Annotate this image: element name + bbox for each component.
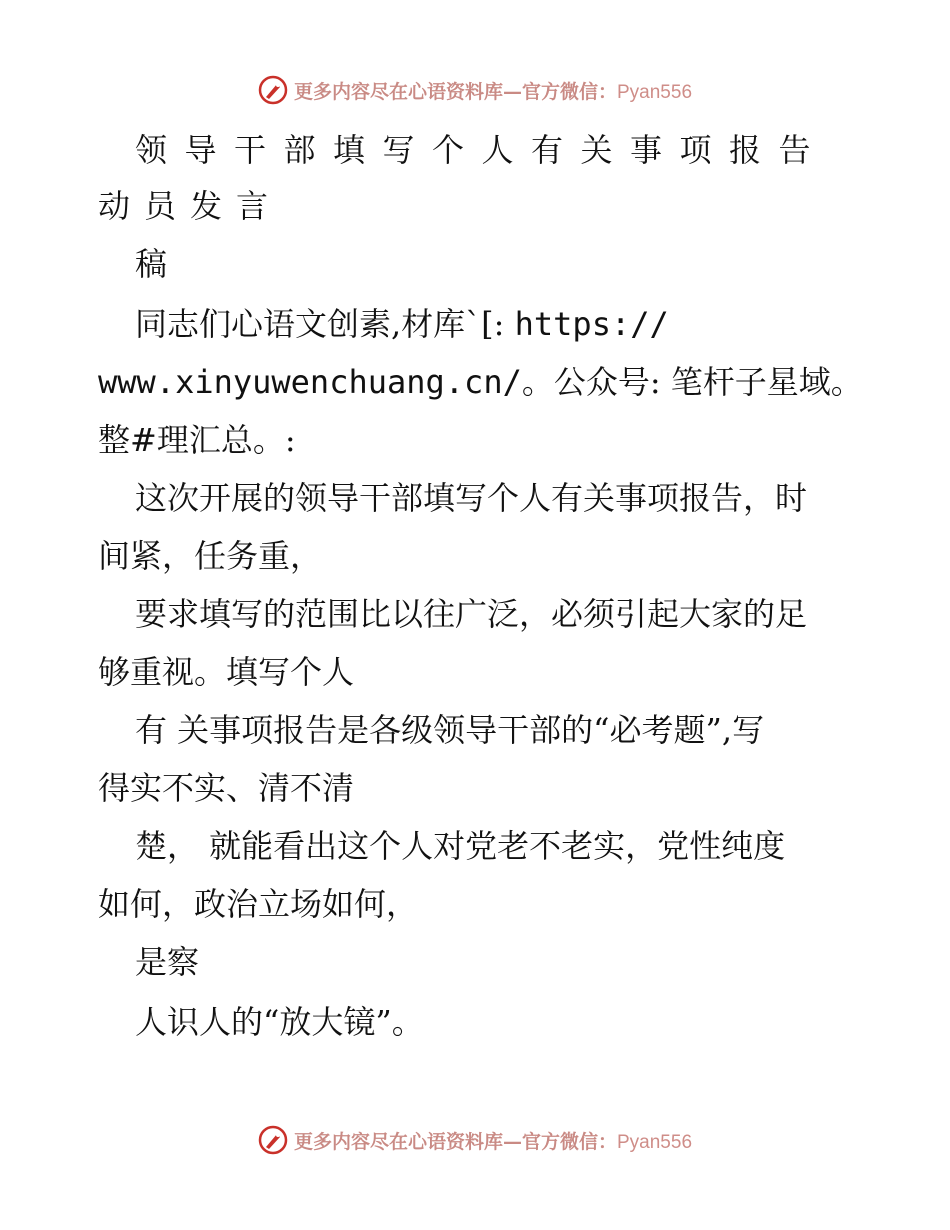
pen-nib-logo-icon (258, 1125, 288, 1155)
paragraph-6-line-1: 是察 (135, 943, 200, 981)
header-banner (0, 70, 950, 110)
document-title-line-3: 稿 (135, 245, 168, 283)
footer-banner-wechat-id: Pyan556 (617, 1131, 693, 1153)
paragraph-1-line-1-text: 同志们心语文创素,材库`[: (135, 305, 515, 343)
paragraph-3-line-1: 要求填写的范围比以往广泛，必须引起大家的足 (135, 595, 808, 633)
header-banner-wechat-id: Pyan556 (617, 81, 693, 103)
paragraph-1-line-2-text: 。公众号: 笔杆子星域。 (521, 363, 863, 401)
pen-nib-logo-icon (258, 75, 288, 105)
paragraph-5-line-2: 如何，政治立场如何， (98, 885, 419, 923)
footer-banner-text (294, 1127, 692, 1154)
document-title-line-1: 领导干部填写个人有关事项报告 (135, 131, 829, 169)
footer-banner-label: 更多内容尽在心语资料库—官方微信： (293, 1130, 617, 1153)
header-banner-label: 更多内容尽在心语资料库—官方微信： (293, 80, 617, 103)
header-banner-text (294, 77, 692, 104)
paragraph-2-line-1: 这次开展的领导干部填写个人有关事项报告，时 (135, 479, 808, 517)
paragraph-1-line-3: 整#理汇总。: (98, 421, 296, 459)
paragraph-4-line-2: 得实不实、清不清 (98, 769, 355, 807)
paragraph-1-link-part-1: https:// (514, 305, 669, 343)
paragraph-7-line-1: 人识人的“放大镜”。 (135, 1003, 424, 1041)
paragraph-1-line-1 (135, 304, 669, 344)
paragraph-1-line-2 (98, 362, 863, 402)
paragraph-5-line-1: 楚， 就能看出这个人对党老不老实，党性纯度 (135, 827, 786, 865)
document-title-line-2: 动员发言 (98, 187, 283, 225)
paragraph-1-link-part-2: www.xinyuwenchuang.cn/ (98, 363, 522, 401)
paragraph-3-line-2: 够重视。填写个人 (98, 653, 355, 691)
footer-banner (0, 1120, 950, 1160)
paragraph-2-line-2: 间紧，任务重， (98, 537, 323, 575)
paragraph-4-line-1: 有 关事项报告是各级领导干部的“必考题”,写 (135, 711, 765, 749)
